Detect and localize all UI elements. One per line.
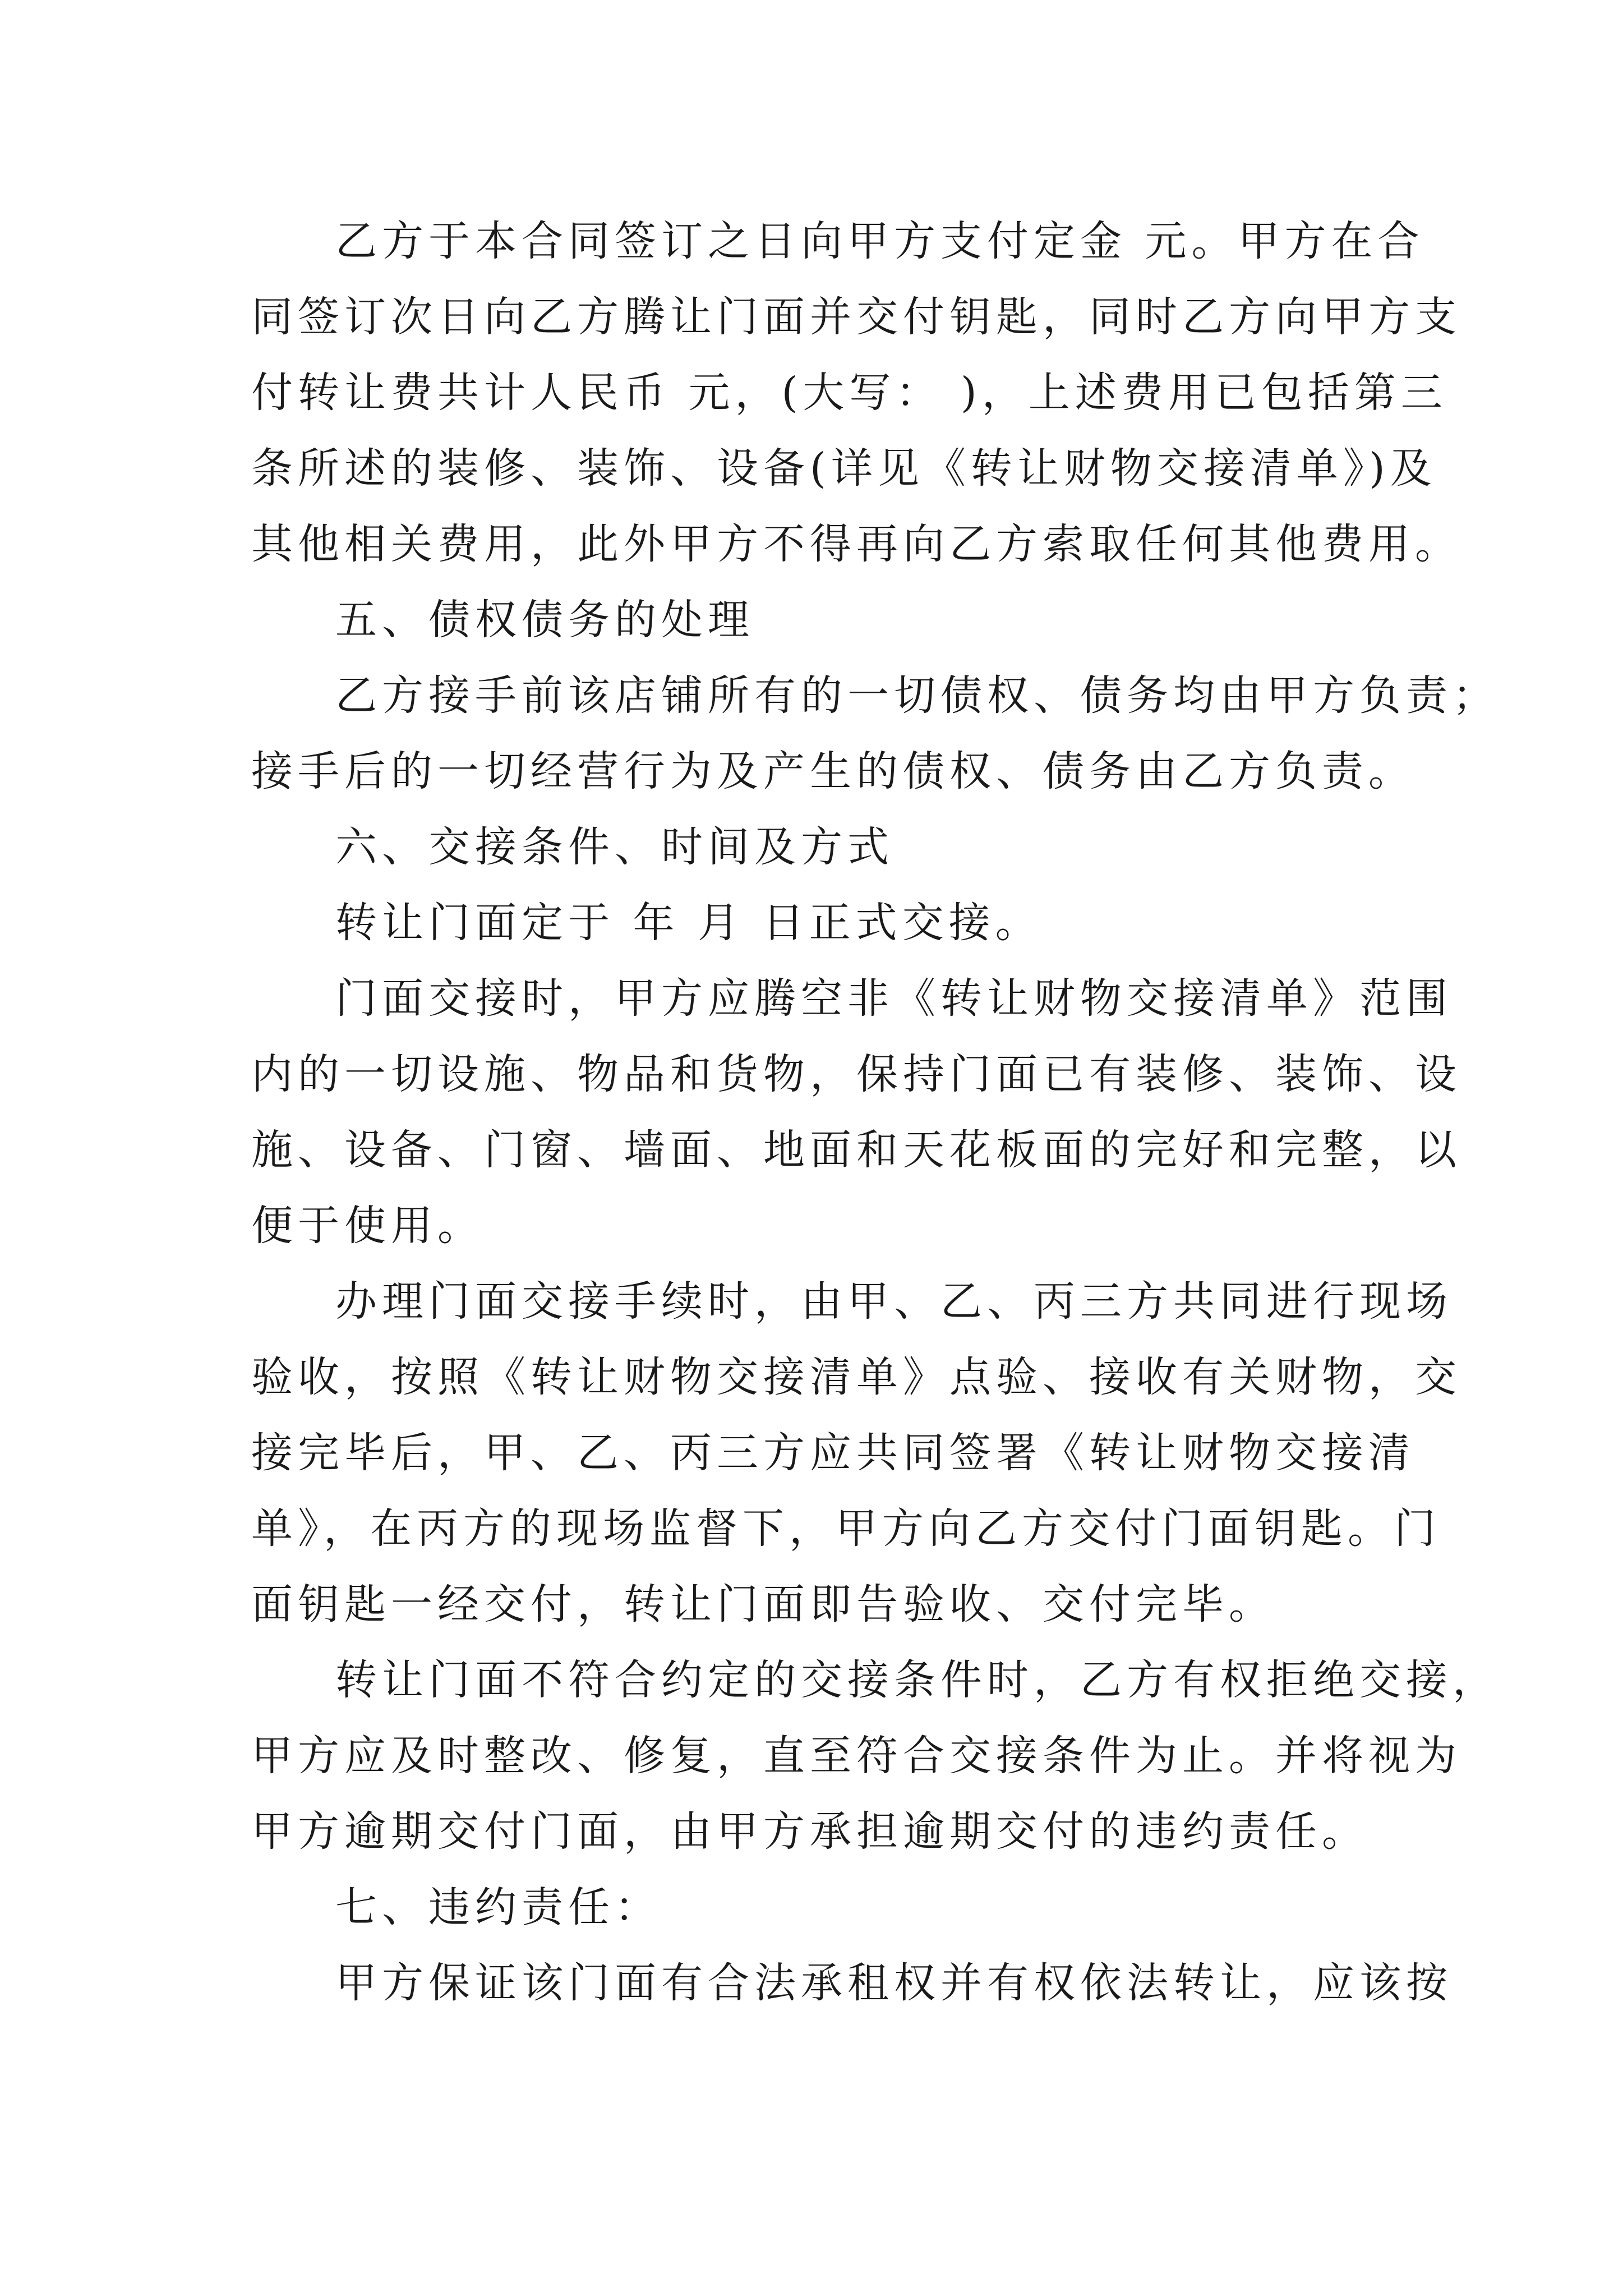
paragraph-line: 甲方保证该门面有合法承租权并有权依法转让，应该按 — [335, 1959, 1453, 2007]
paragraph-line: 接完毕后，甲、乙、丙三方应共同签署《转让财物交接清 — [251, 1429, 1415, 1477]
paragraph-line: 付转让费共计人民币 元，(大写： )，上述费用已包括第三 — [251, 369, 1447, 417]
paragraph-line: 条所述的装修、装饰、设备(详见《转让财物交接清单》)及 — [251, 444, 1437, 493]
paragraph-line: 门面交接时，甲方应腾空非《转让财物交接清单》范围 — [335, 974, 1453, 1023]
paragraph-line: 乙方于本合同签订之日向甲方支付定金 元。甲方在合 — [335, 217, 1424, 265]
paragraph-line: 接手后的一切经营行为及产生的债权、债务由乙方负责。 — [251, 747, 1415, 795]
paragraph-line: 内的一切设施、物品和货物，保持门面已有装修、装饰、设 — [251, 1050, 1461, 1098]
paragraph-line: 施、设备、门窗、墙面、地面和天花板面的完好和完整，以 — [251, 1126, 1461, 1174]
paragraph-line: 甲方应及时整改、修复，直至符合交接条件为止。并将视为 — [251, 1732, 1461, 1780]
paragraph-line: 转让门面定于 年 月 日正式交接。 — [335, 899, 1042, 947]
section-heading: 六、交接条件、时间及方式 — [335, 823, 894, 871]
paragraph-line: 便于使用。 — [251, 1202, 484, 1250]
paragraph-line: 验收，按照《转让财物交接清单》点验、接收有关财物，交 — [251, 1353, 1461, 1401]
paragraph-line: 单》，在丙方的现场监督下，甲方向乙方交付门面钥匙。门 — [251, 1504, 1441, 1553]
paragraph-line: 甲方逾期交付门面，由甲方承担逾期交付的违约责任。 — [251, 1807, 1368, 1856]
paragraph-line: 乙方接手前该店铺所有的一切债权、债务均由甲方负责； — [335, 671, 1499, 720]
paragraph-line: 其他相关费用，此外甲方不得再向乙方索取任何其他费用。 — [251, 520, 1461, 568]
paragraph-line: 办理门面交接手续时，由甲、乙、丙三方共同进行现场 — [335, 1277, 1453, 1326]
paragraph-line: 转让门面不符合约定的交接条件时，乙方有权拒绝交接， — [335, 1656, 1499, 1704]
paragraph-line: 面钥匙一经交付，转让门面即告验收、交付完毕。 — [251, 1580, 1275, 1628]
section-heading: 七、违约责任： — [335, 1883, 661, 1931]
paragraph-line: 同签订次日向乙方腾让门面并交付钥匙，同时乙方向甲方支 — [251, 293, 1461, 341]
section-heading: 五、债权债务的处理 — [335, 596, 754, 644]
